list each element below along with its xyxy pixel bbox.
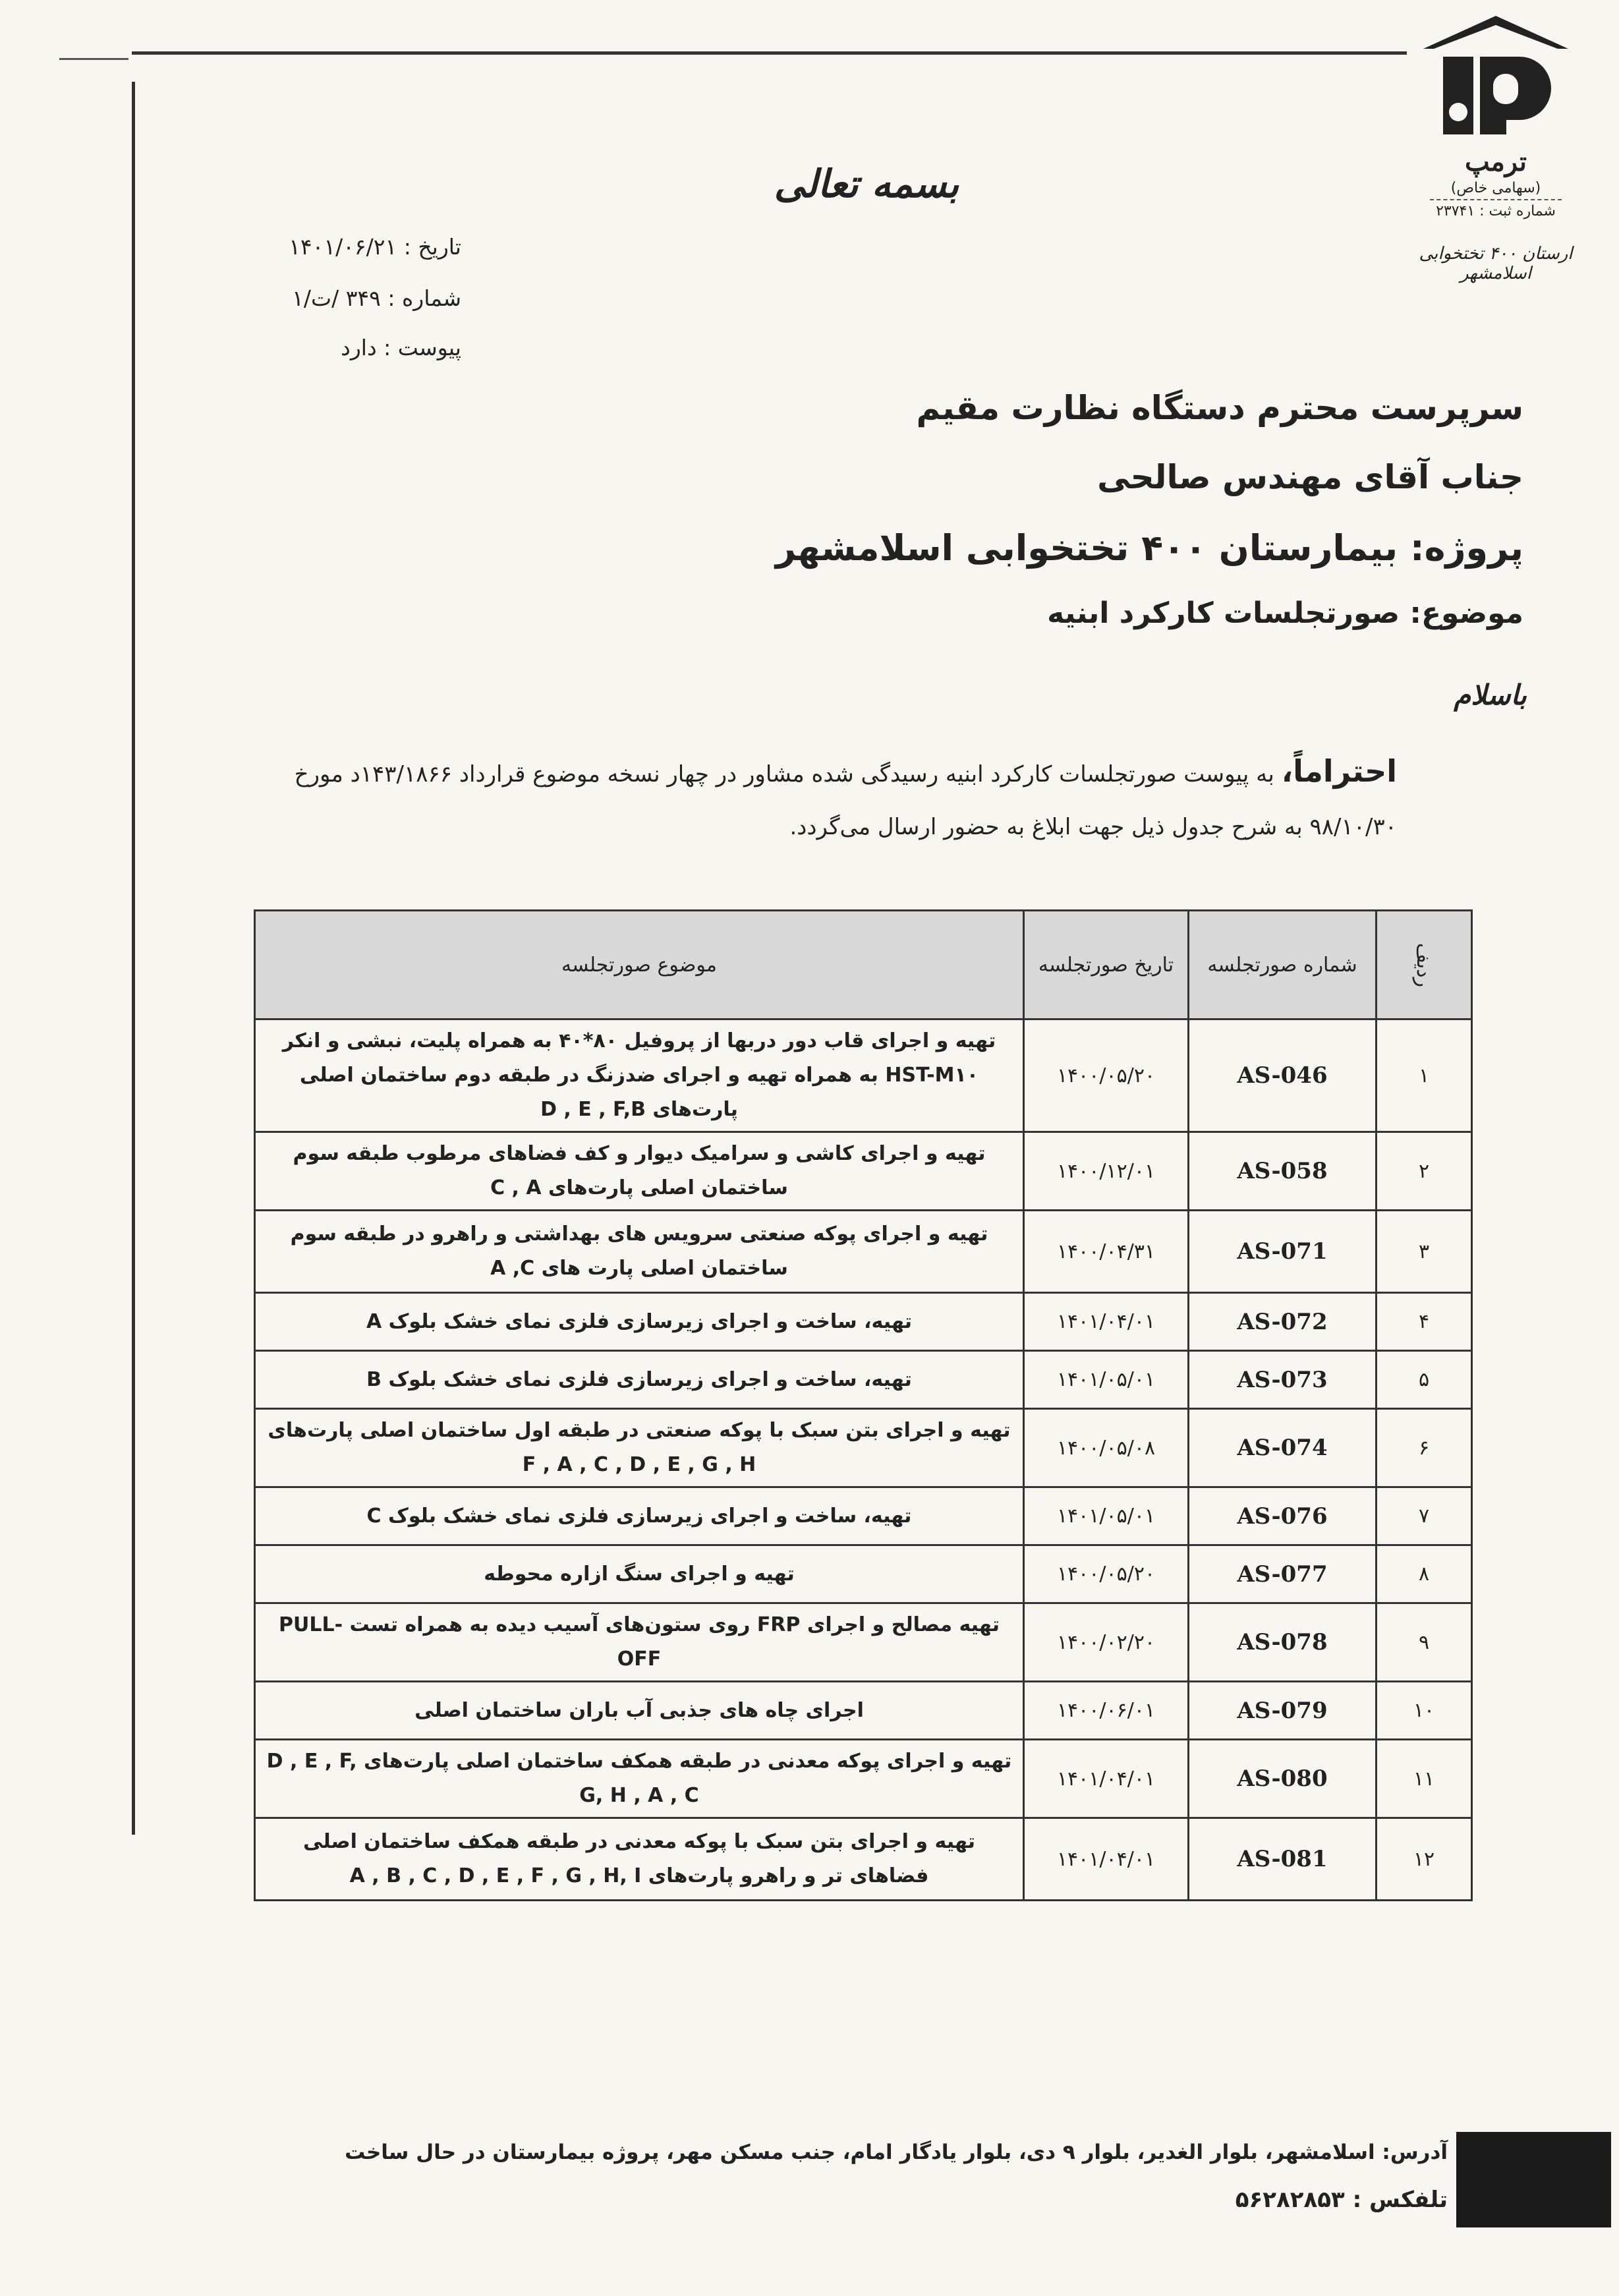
page-border-fragment <box>59 58 128 60</box>
minutes-date: ۱۴۰۰/۰۲/۲۰ <box>1024 1603 1189 1682</box>
minutes-number: AS-081 <box>1189 1818 1377 1901</box>
table-header-row <box>255 911 1472 1019</box>
minutes-number: AS-046 <box>1189 1019 1377 1132</box>
minutes-date: ۱۴۰۱/۰۵/۰۱ <box>1024 1351 1189 1409</box>
letterhead-top-border <box>132 51 1407 55</box>
minutes-number: AS-071 <box>1189 1211 1377 1293</box>
row-number: ۵ <box>1377 1351 1472 1409</box>
minutes-subject: تهیه و اجرای بتن سبک با پوکه صنعتی در طبقه اول ساختمان اصلی پارت‌های F , A , C , D , E , G , H <box>255 1409 1024 1487</box>
letter-attachment: پیوست : دارد <box>341 335 461 360</box>
minutes-date: ۱۴۰۰/۱۲/۰۱ <box>1024 1132 1189 1211</box>
greeting: باسلام <box>1454 679 1527 711</box>
minutes-subject: تهیه و اجرای کاشی و سرامیک دیوار و کف فضاهای مرطوب طبقه سوم ساختمان اصلی پارت‌های C , A <box>255 1132 1024 1211</box>
table-row <box>255 1487 1472 1545</box>
header-minutes-date: تاریخ صورتجلسه <box>1024 911 1189 1019</box>
minutes-date: ۱۴۰۰/۰۵/۲۰ <box>1024 1545 1189 1603</box>
row-number: ۱۰ <box>1377 1682 1472 1740</box>
minutes-number: AS-074 <box>1189 1409 1377 1487</box>
project-note: ارستان ۴۰۰ تختخوابی اسلامشهر <box>1419 244 1573 283</box>
minutes-date: ۱۴۰۰/۰۵/۲۰ <box>1024 1019 1189 1132</box>
recipient-title: سرپرست محترم دستگاه نظارت مقیم <box>916 389 1523 427</box>
table-row <box>255 1603 1472 1682</box>
minutes-subject: تهیه و اجرای سنگ ازاره محوطه <box>255 1545 1024 1603</box>
minutes-number: AS-078 <box>1189 1603 1377 1682</box>
minutes-date: ۱۴۰۰/۰۴/۳۱ <box>1024 1211 1189 1293</box>
minutes-subject: تهیه و اجرای بتن سبک با پوکه معدنی در طبقه همکف ساختمان اصلی فضاهای تر و راهرو پارت‌های A , B , C , D , E , F , G , H, I <box>255 1818 1024 1901</box>
table-row <box>255 1682 1472 1740</box>
row-number: ۹ <box>1377 1603 1472 1682</box>
company-logo <box>1417 13 1575 219</box>
table-row <box>255 1293 1472 1351</box>
letter-body <box>231 745 1397 853</box>
letterhead-left-border <box>132 82 135 1835</box>
minutes-number: AS-058 <box>1189 1132 1377 1211</box>
minutes-number: AS-076 <box>1189 1487 1377 1545</box>
header-minutes-number: شماره صورتجلسه <box>1189 911 1377 1019</box>
footer-telfax: تلفکس : ۵۶۲۸۲۸۵۳ <box>1235 2187 1448 2213</box>
logo-subtitle: (سهامی خاص) <box>1450 180 1541 196</box>
row-number: ۱ <box>1377 1019 1472 1132</box>
row-number: ۸ <box>1377 1545 1472 1603</box>
header-row-number: ردیف <box>1377 911 1472 1019</box>
footer-bar <box>1456 2132 1611 2227</box>
minutes-date: ۱۴۰۱/۰۴/۰۱ <box>1024 1293 1189 1351</box>
row-number: ۷ <box>1377 1487 1472 1545</box>
project-title: پروژه: بیمارستان ۴۰۰ تختخوابی اسلامشهر <box>775 527 1523 569</box>
table-row <box>255 1545 1472 1603</box>
body-paragraph: به پیوست صورتجلسات کارکرد ابنیه رسیدگی شده مشاور در چهار نسخه موضوع قرارداد ۱۴۳/۱۸۶۶د مورخ ۹۸/۱۰/۳۰ به شرح جدول ذیل جهت ابلاغ به حضور ارسال می‌گردد. <box>294 761 1397 840</box>
minutes-subject: تهیه و اجرای قاب دور دربها از پروفیل ۸۰*۴۰ به همراه پلیت، نبشی و انکر HST-M۱۰ به همراه تهیه و اجرای ضدزنگ در طبقه دوم ساختمان اصلی پارت‌های D , E , F,B <box>255 1019 1024 1132</box>
table-row <box>255 1019 1472 1132</box>
table-row <box>255 1132 1472 1211</box>
table-row <box>255 1351 1472 1409</box>
minutes-date: ۱۴۰۱/۰۴/۰۱ <box>1024 1818 1189 1901</box>
row-number: ۴ <box>1377 1293 1472 1351</box>
logo-text: ترمپ <box>1465 146 1527 177</box>
letter-date: تاریخ : ۱۴۰۱/۰۶/۲۱ <box>289 234 461 260</box>
minutes-date: ۱۴۰۰/۰۶/۰۱ <box>1024 1682 1189 1740</box>
minutes-subject: تهیه و اجرای پوکه صنعتی سرویس های بهداشتی و راهرو در طبقه سوم ساختمان اصلی پارت های A ,C <box>255 1211 1024 1293</box>
row-number: ۱۱ <box>1377 1740 1472 1818</box>
row-number: ۱۲ <box>1377 1818 1472 1901</box>
minutes-subject: اجرای چاه های جذبی آب باران ساختمان اصلی <box>255 1682 1024 1740</box>
footer-address: آدرس: اسلامشهر، بلوار الغدیر، بلوار ۹ دی، بلوار یادگار امام، جنب مسکن مهر، پروژه بیمارستان در حال ساخت <box>345 2140 1448 2164</box>
minutes-number: AS-079 <box>1189 1682 1377 1740</box>
minutes-subject: تهیه، ساخت و اجرای زیرسازی فلزی نمای خشک بلوک B <box>255 1351 1024 1409</box>
minutes-number: AS-077 <box>1189 1545 1377 1603</box>
minutes-subject: تهیه، ساخت و اجرای زیرسازی فلزی نمای خشک بلوک C <box>255 1487 1024 1545</box>
subject-title: موضوع: صورتجلسات کارکرد ابنیه <box>1047 596 1523 630</box>
minutes-subject: تهیه و اجرای پوکه معدنی در طبقه همکف ساختمان اصلی پارت‌های D , E , F, G, H , A , C <box>255 1740 1024 1818</box>
minutes-date: ۱۴۰۱/۰۵/۰۱ <box>1024 1487 1189 1545</box>
registration-number: شماره ثبت : ۲۳۷۴۱ <box>1430 199 1562 219</box>
minutes-number: AS-080 <box>1189 1740 1377 1818</box>
minutes-subject: تهیه مصالح و اجرای FRP روی ستون‌های آسیب دیده به همراه تست PULL-OFF <box>255 1603 1024 1682</box>
table-row <box>255 1740 1472 1818</box>
row-number: ۲ <box>1377 1132 1472 1211</box>
minutes-number: AS-073 <box>1189 1351 1377 1409</box>
minutes-subject: تهیه، ساخت و اجرای زیرسازی فلزی نمای خشک بلوک A <box>255 1293 1024 1351</box>
minutes-date: ۱۴۰۰/۰۵/۰۸ <box>1024 1409 1189 1487</box>
table-row <box>255 1211 1472 1293</box>
recipient-name: جناب آقای مهندس صالحی <box>1097 458 1523 496</box>
logo-mark-icon <box>1417 13 1575 145</box>
bismillah-heading: بسمه تعالی <box>774 161 959 206</box>
minutes-number: AS-072 <box>1189 1293 1377 1351</box>
letter-number: شماره : ۳۴۹ /ت/۱ <box>292 285 461 311</box>
table-row <box>255 1409 1472 1487</box>
row-number: ۶ <box>1377 1409 1472 1487</box>
minutes-date: ۱۴۰۱/۰۴/۰۱ <box>1024 1740 1189 1818</box>
row-number: ۳ <box>1377 1211 1472 1293</box>
respect-word: احتراماً، <box>1281 753 1397 789</box>
table-row <box>255 1818 1472 1901</box>
header-minutes-subject: موضوع صورتجلسه <box>255 911 1024 1019</box>
minutes-table <box>254 909 1473 1901</box>
